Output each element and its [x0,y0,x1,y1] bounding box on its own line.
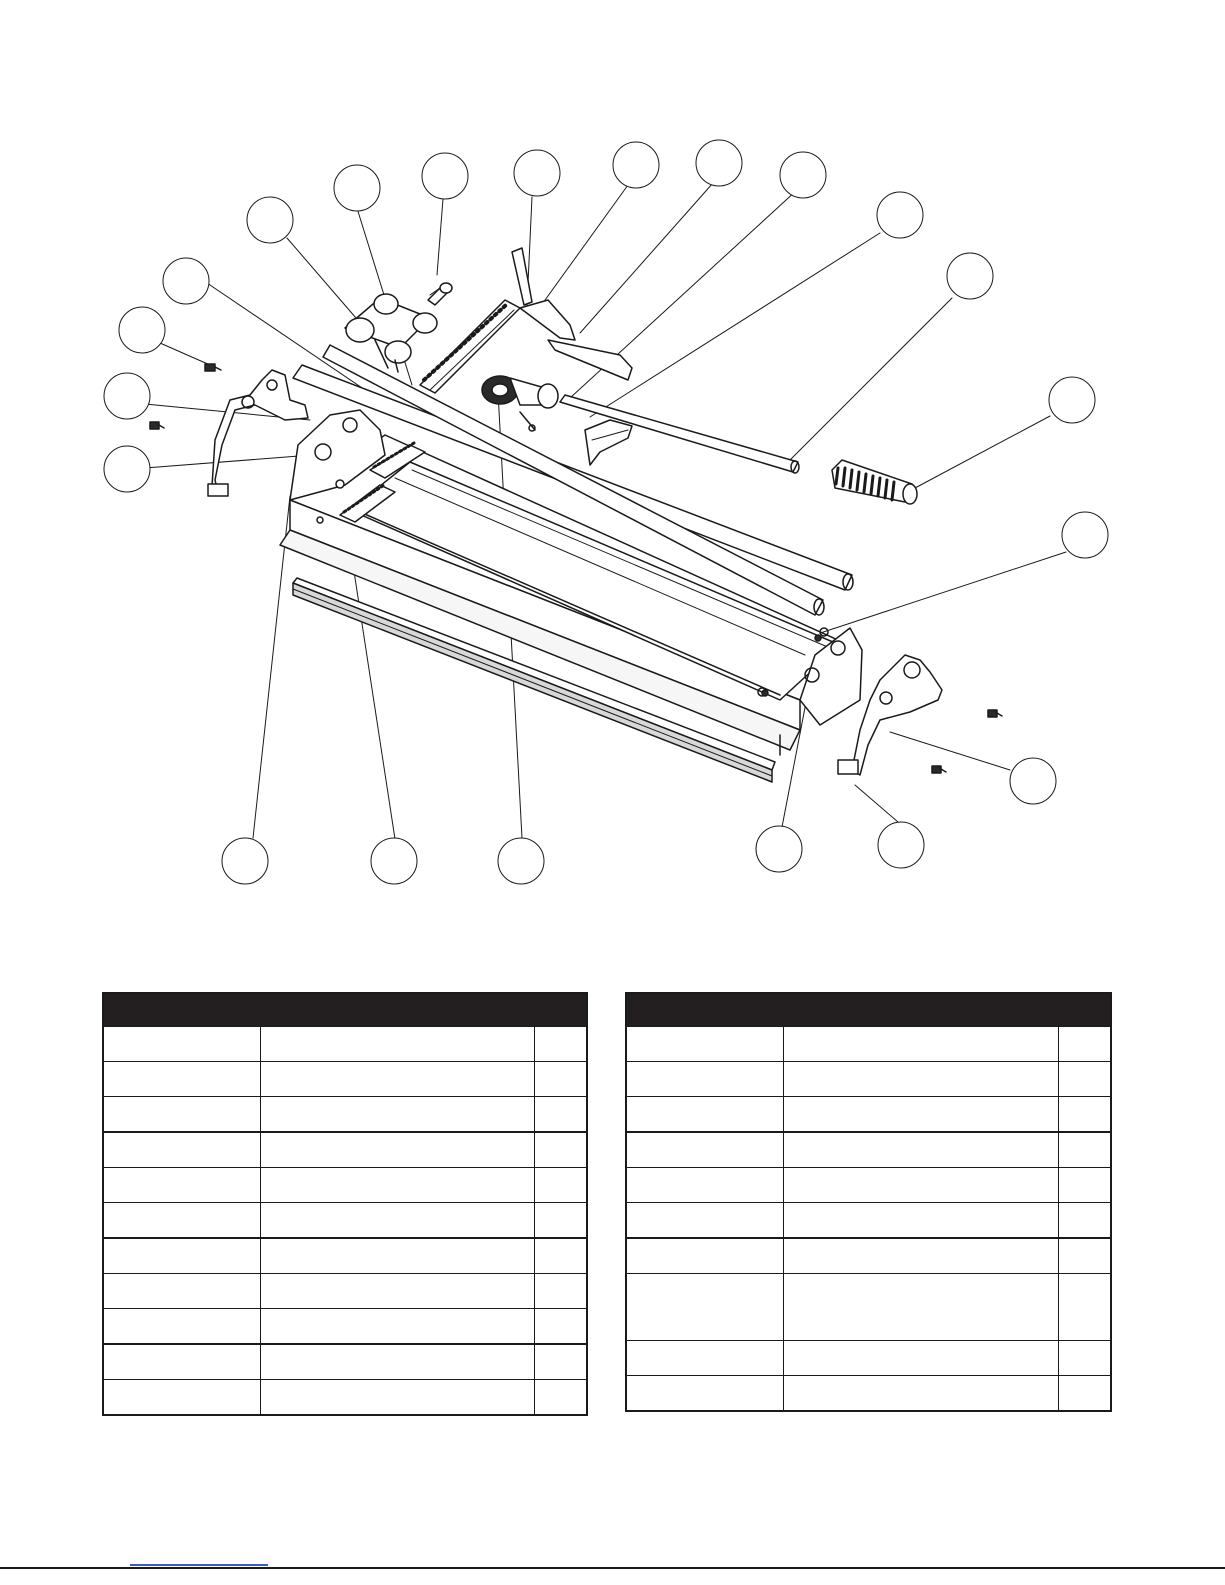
parts-table-right [625,992,1112,1412]
callout-circle [756,826,802,872]
table-row [103,1274,587,1309]
cell-description [260,1062,534,1097]
callout-circle [334,165,380,211]
leader-lines [145,183,1066,839]
callout-circle [104,373,150,419]
callout-bubble [877,192,923,238]
cell-ref [103,1097,260,1133]
cell-description [783,1132,1058,1168]
cell-qty [1058,1203,1111,1239]
cell-ref [626,1203,783,1239]
callout-bubble [104,446,150,492]
callout-circle [1049,377,1095,423]
cell-qty [534,1097,587,1133]
callout-circle [1010,758,1056,804]
cell-qty [534,1132,587,1168]
table-row [626,1376,1111,1412]
callout-bubble [119,307,165,353]
callout-bubble [1010,758,1056,804]
cell-description [783,1376,1058,1412]
cell-qty [1058,1168,1111,1203]
cell-description [260,1344,534,1380]
cell-description [260,1238,534,1274]
cell-qty [534,1309,587,1345]
table-row [626,1062,1111,1097]
cell-description [260,1027,534,1062]
callout-circle [878,822,924,868]
cell-qty [1058,1274,1111,1341]
table-row [103,1168,587,1203]
cell-ref [626,1132,783,1168]
cell-qty [534,1274,587,1309]
callout-circle [222,838,268,884]
callout-bubble [163,258,209,304]
cell-ref [626,1062,783,1097]
callout-bubble [498,838,544,884]
table-row [103,1062,587,1097]
cell-qty [1058,1132,1111,1168]
cell-description [783,1168,1058,1203]
table-header [103,993,587,1027]
callout-bubble [1062,512,1108,558]
cell-description [783,1062,1058,1097]
callout-circle [877,192,923,238]
cell-ref [103,1203,260,1239]
cell-description [783,1027,1058,1062]
table-row [103,1203,587,1239]
cell-qty [534,1027,587,1062]
callout-circle [119,307,165,353]
table-row [103,1132,587,1168]
table-row [626,1097,1111,1133]
cell-description [260,1274,534,1309]
cell-ref [103,1168,260,1203]
grip-handle [832,460,917,504]
cell-ref [103,1380,260,1416]
lever-handle [512,248,632,380]
callout-circle [696,140,742,186]
cell-description [260,1097,534,1133]
table-row [103,1309,587,1345]
table-row [103,1344,587,1380]
callout-bubble [514,150,560,196]
callout-circle [947,253,993,299]
cell-ref [103,1274,260,1309]
table-row [626,1027,1111,1062]
table-row [103,1380,587,1416]
page-link-underline[interactable] [130,1564,268,1566]
page-bottom-rule [0,1567,1225,1569]
callout-circle [514,150,560,196]
cell-description [260,1203,534,1239]
cell-qty [1058,1238,1111,1274]
callout-circle [247,197,293,243]
table-row [626,1168,1111,1203]
callout-bubble [222,838,268,884]
cell-qty [534,1238,587,1274]
cell-description [260,1132,534,1168]
callout-bubble [371,838,417,884]
cell-description [783,1203,1058,1239]
cell-qty [1058,1376,1111,1412]
table-row [626,1341,1111,1376]
callout-circle [498,838,544,884]
cell-description [783,1097,1058,1133]
table-header [626,993,1111,1027]
cell-ref [626,1238,783,1274]
cell-description [783,1341,1058,1376]
cell-description [260,1380,534,1416]
cell-qty [534,1203,587,1239]
cell-ref [103,1344,260,1380]
cell-qty [1058,1097,1111,1133]
cell-description [260,1168,534,1203]
table-row [626,1274,1111,1341]
callout-circle [1062,512,1108,558]
callout-bubble [780,152,826,198]
callout-circle [613,142,659,188]
cell-qty [1058,1062,1111,1097]
cell-qty [534,1062,587,1097]
callout-bubble [1049,377,1095,423]
cell-description [783,1274,1058,1341]
table-row [626,1238,1111,1274]
callout-bubble [334,165,380,211]
callout-circle [422,153,468,199]
callout-bubble [422,153,468,199]
cell-qty [534,1380,587,1416]
cell-ref [626,1274,783,1341]
cell-ref [103,1062,260,1097]
callout-bubble [947,253,993,299]
callout-bubble [247,197,293,243]
scoring-wheel-holder [482,376,558,431]
cell-ref [626,1168,783,1203]
cell-qty [534,1344,587,1380]
breaker-foot [585,420,632,465]
callout-bubble [104,373,150,419]
cell-description [783,1238,1058,1274]
callout-bubble [613,142,659,188]
bolt-top [428,283,452,305]
cell-ref [103,1309,260,1345]
cell-qty [1058,1027,1111,1062]
table-row [626,1203,1111,1239]
cell-description [260,1309,534,1345]
cell-ref [626,1097,783,1133]
callout-bubble [756,826,802,872]
table-row [103,1238,587,1274]
callout-circle [104,446,150,492]
cell-ref [103,1132,260,1168]
table-row [103,1097,587,1133]
callout-circle [780,152,826,198]
callout-bubble [696,140,742,186]
parts-table-left [102,992,588,1416]
cell-qty [1058,1341,1111,1376]
callout-bubble [878,822,924,868]
table-row [103,1027,587,1062]
cell-ref [103,1238,260,1274]
cell-ref [626,1341,783,1376]
cell-ref [103,1027,260,1062]
cell-ref [626,1376,783,1412]
table-row [626,1132,1111,1168]
callout-circle [163,258,209,304]
cell-ref [626,1027,783,1062]
callout-circle [371,838,417,884]
cell-qty [534,1168,587,1203]
